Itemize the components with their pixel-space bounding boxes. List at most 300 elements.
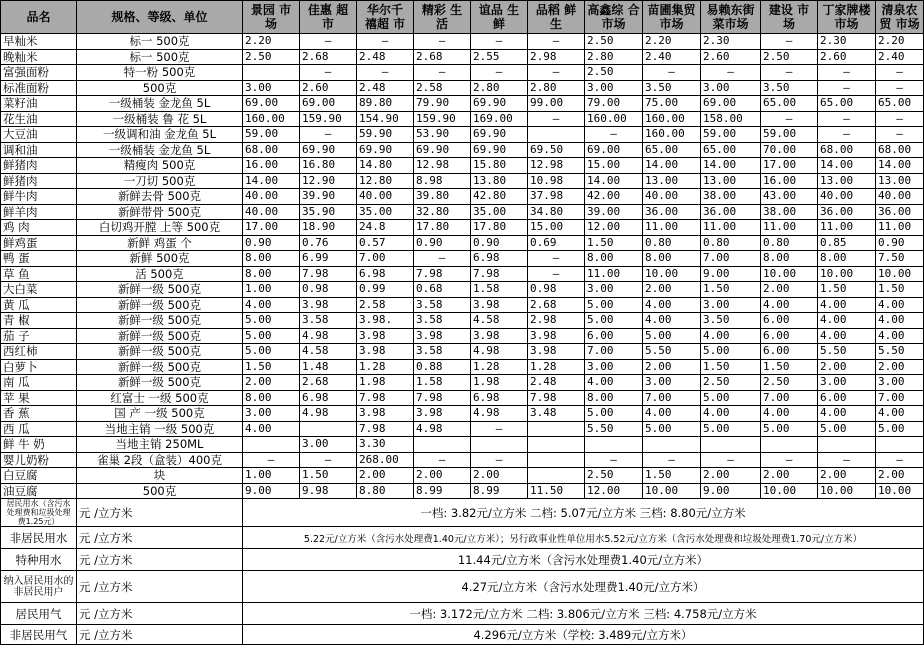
table-row: [1, 328, 924, 344]
price-cell: [243, 437, 300, 453]
item-spec: 一级调和油 金龙鱼 5L: [77, 127, 243, 143]
table-row: [1, 282, 924, 298]
utility-value: 5.22元/立方米（含污水处理费1.40元/立方米）；另行政事业性单位用水5.52元/立方米（含污水处理费和垃圾处理费1.70元/立方米）: [243, 527, 924, 549]
price-cell: [471, 437, 528, 453]
price-cell: 4.98: [300, 406, 357, 422]
header-cell: 品稻 鲜生: [528, 1, 585, 34]
price-cell: —: [414, 251, 471, 267]
price-cell: —: [818, 127, 876, 143]
item-name: 鲜羊肉: [1, 204, 77, 220]
price-cell: 3.98: [300, 297, 357, 313]
utility-name: 特种用水: [1, 549, 77, 571]
price-cell: 38.00: [761, 204, 818, 220]
price-cell: 12.98: [414, 158, 471, 174]
table-row: [1, 390, 924, 406]
price-cell: 160.00: [585, 111, 643, 127]
item-name: 花生油: [1, 111, 77, 127]
price-cell: 69.00: [585, 142, 643, 158]
price-cell: 69.90: [300, 142, 357, 158]
utility-unit: 元 /立方米: [77, 527, 243, 549]
table-row: [1, 297, 924, 313]
item-spec: 雀巢 2段（盒装）400克: [77, 452, 243, 468]
item-name: 茄 子: [1, 328, 77, 344]
utility-name: 居民用水（含污水处理费和垃圾处理费1.25元）: [1, 499, 77, 527]
price-cell: —: [818, 65, 876, 81]
price-cell: 69.00: [300, 96, 357, 112]
price-cell: 4.00: [643, 313, 701, 329]
price-cell: [528, 452, 585, 468]
item-name: 青 椒: [1, 313, 77, 329]
price-cell: 3.50: [643, 80, 701, 96]
price-cell: —: [585, 452, 643, 468]
price-cell: —: [701, 65, 761, 81]
price-cell: 39.90: [300, 189, 357, 205]
price-cell: 2.20: [876, 34, 924, 50]
price-cell: 1.50: [701, 359, 761, 375]
item-spec: 块: [77, 468, 243, 484]
price-cell: 3.50: [761, 80, 818, 96]
item-spec: 新鲜一级 500克: [77, 297, 243, 313]
price-cell: 6.00: [585, 328, 643, 344]
price-cell: 13.80: [471, 173, 528, 189]
price-cell: 3.58: [414, 297, 471, 313]
price-cell: 36.00: [818, 204, 876, 220]
price-cell: 7.50: [876, 251, 924, 267]
price-cell: 158.00: [701, 111, 761, 127]
price-cell: 0.57: [357, 235, 414, 251]
price-cell: 3.98: [357, 328, 414, 344]
price-cell: 2.20: [243, 34, 300, 50]
price-cell: 4.00: [876, 328, 924, 344]
price-cell: 17.00: [761, 158, 818, 174]
price-cell: 59.90: [357, 127, 414, 143]
price-cell: [414, 437, 471, 453]
price-cell: 15.80: [471, 158, 528, 174]
price-cell: 13.00: [876, 173, 924, 189]
utility-name: 非居民用气: [1, 625, 77, 645]
price-cell: 5.00: [243, 344, 300, 360]
price-cell: 11.00: [761, 220, 818, 236]
item-spec: 新鲜一级 500克: [77, 359, 243, 375]
table-row: [1, 34, 924, 50]
price-cell: [585, 437, 643, 453]
price-cell: 12.98: [528, 158, 585, 174]
price-cell: 3.58: [300, 313, 357, 329]
table-row: [1, 235, 924, 251]
price-cell: 8.00: [243, 390, 300, 406]
price-cell: —: [761, 111, 818, 127]
price-cell: 4.98: [300, 328, 357, 344]
price-cell: 2.50: [761, 375, 818, 391]
price-cell: 5.50: [585, 421, 643, 437]
price-cell: 0.90: [471, 235, 528, 251]
item-name: 油豆腐: [1, 483, 77, 499]
price-cell: 8.00: [243, 251, 300, 267]
price-cell: —: [528, 251, 585, 267]
price-cell: 8.98: [414, 173, 471, 189]
price-cell: 160.00: [243, 111, 300, 127]
price-cell: 7.00: [643, 390, 701, 406]
utility-value: 一档: 3.172元/立方米 二档: 3.806元/立方米 三档: 4.758元/立方米: [243, 603, 924, 625]
price-cell: 14.00: [643, 158, 701, 174]
price-cell: 1.28: [357, 359, 414, 375]
item-spec: 新鲜去骨 500克: [77, 189, 243, 205]
price-cell: [300, 421, 357, 437]
price-cell: 13.00: [818, 173, 876, 189]
price-cell: 11.50: [528, 483, 585, 499]
price-cell: 17.80: [471, 220, 528, 236]
table-row: [1, 127, 924, 143]
price-cell: 13.00: [643, 173, 701, 189]
price-cell: 0.76: [300, 235, 357, 251]
price-cell: 12.80: [357, 173, 414, 189]
price-cell: 1.50: [243, 359, 300, 375]
price-cell: 4.98: [471, 344, 528, 360]
price-cell: —: [761, 452, 818, 468]
item-name: 鸡 肉: [1, 220, 77, 236]
price-cell: 65.00: [818, 96, 876, 112]
utility-row: [1, 527, 924, 549]
item-name: 标准面粉: [1, 80, 77, 96]
price-cell: —: [528, 266, 585, 282]
price-cell: 69.90: [471, 96, 528, 112]
utility-name: 纳入居民用水的非居民用户: [1, 571, 77, 603]
table-row: [1, 313, 924, 329]
price-cell: 2.48: [357, 80, 414, 96]
price-cell: [528, 468, 585, 484]
price-cell: 3.58: [414, 313, 471, 329]
price-cell: 2.00: [414, 468, 471, 484]
item-name: 鲜 牛 奶: [1, 437, 77, 453]
price-cell: 11.00: [585, 266, 643, 282]
price-cell: 15.00: [528, 220, 585, 236]
price-cell: 5.00: [243, 313, 300, 329]
price-cell: 1.98: [471, 375, 528, 391]
item-name: 西红柿: [1, 344, 77, 360]
price-cell: 7.98: [528, 390, 585, 406]
price-cell: 70.00: [761, 142, 818, 158]
price-cell: 2.50: [585, 65, 643, 81]
utility-unit: 元 /立方米: [77, 603, 243, 625]
price-cell: 6.98: [471, 390, 528, 406]
price-cell: 3.00: [643, 375, 701, 391]
header-cell: 谊品 生鲜: [471, 1, 528, 34]
price-cell: 3.98: [414, 406, 471, 422]
price-cell: —: [414, 34, 471, 50]
price-cell: 69.90: [471, 127, 528, 143]
price-cell: 69.00: [701, 96, 761, 112]
price-cell: 6.98: [357, 266, 414, 282]
price-cell: 1.50: [643, 468, 701, 484]
price-cell: 38.00: [701, 189, 761, 205]
price-cell: 4.00: [643, 297, 701, 313]
price-cell: 69.90: [357, 142, 414, 158]
price-cell: —: [243, 452, 300, 468]
table-row: [1, 344, 924, 360]
header-cell: 丁家牌楼 市场: [818, 1, 876, 34]
price-cell: 2.58: [357, 297, 414, 313]
price-cell: 79.90: [414, 96, 471, 112]
item-name: 南 瓜: [1, 375, 77, 391]
table-row: [1, 468, 924, 484]
price-cell: 12.00: [585, 220, 643, 236]
price-cell: 5.00: [701, 390, 761, 406]
price-cell: 4.00: [243, 297, 300, 313]
price-cell: 10.00: [643, 483, 701, 499]
item-spec: 标一 500克: [77, 49, 243, 65]
item-name: 调和油: [1, 142, 77, 158]
price-cell: 2.58: [414, 80, 471, 96]
item-spec: 一级桶装 金龙鱼 5L: [77, 96, 243, 112]
price-cell: 2.20: [643, 34, 701, 50]
price-cell: 0.90: [243, 235, 300, 251]
table-row: [1, 483, 924, 499]
price-cell: 12.90: [300, 173, 357, 189]
price-cell: 16.80: [300, 158, 357, 174]
price-cell: 4.00: [761, 297, 818, 313]
price-cell: 154.90: [357, 111, 414, 127]
price-cell: 16.00: [243, 158, 300, 174]
price-cell: 2.00: [818, 468, 876, 484]
price-cell: —: [414, 452, 471, 468]
price-cell: 1.58: [471, 282, 528, 298]
price-cell: 3.98: [357, 406, 414, 422]
item-name: 黄 瓜: [1, 297, 77, 313]
price-cell: 11.00: [701, 220, 761, 236]
item-spec: 当地主销 250ML: [77, 437, 243, 453]
price-cell: 1.28: [471, 359, 528, 375]
price-cell: 2.80: [471, 80, 528, 96]
price-cell: 159.90: [300, 111, 357, 127]
price-cell: 8.99: [414, 483, 471, 499]
price-cell: 11.00: [876, 220, 924, 236]
price-cell: —: [357, 34, 414, 50]
price-cell: 79.00: [585, 96, 643, 112]
price-cell: 89.80: [357, 96, 414, 112]
price-cell: 35.00: [471, 204, 528, 220]
price-cell: 4.98: [471, 406, 528, 422]
price-cell: 5.00: [643, 421, 701, 437]
price-cell: 169.00: [471, 111, 528, 127]
utility-unit: 元 /立方米: [77, 499, 243, 527]
commodity-rows: [1, 34, 924, 499]
price-cell: 1.50: [818, 282, 876, 298]
price-cell: 1.98: [357, 375, 414, 391]
price-cell: 15.00: [585, 158, 643, 174]
item-name: 富强面粉: [1, 65, 77, 81]
header-cell: 苗圃集贸 市场: [643, 1, 701, 34]
price-cell: —: [414, 65, 471, 81]
table-row: [1, 406, 924, 422]
price-cell: 9.00: [243, 483, 300, 499]
price-cell: 3.98: [471, 297, 528, 313]
price-cell: —: [701, 452, 761, 468]
price-cell: 3.98: [528, 328, 585, 344]
price-cell: 4.00: [701, 328, 761, 344]
table-row: [1, 251, 924, 267]
price-cell: —: [643, 452, 701, 468]
price-cell: 8.00: [761, 251, 818, 267]
price-cell: 6.98: [300, 390, 357, 406]
price-cell: —: [471, 65, 528, 81]
price-cell: 8.00: [243, 266, 300, 282]
utility-row: [1, 549, 924, 571]
price-cell: 2.50: [701, 375, 761, 391]
price-cell: 1.50: [300, 468, 357, 484]
price-cell: 2.00: [761, 468, 818, 484]
price-cell: [701, 437, 761, 453]
item-name: 婴儿奶粉: [1, 452, 77, 468]
price-cell: 59.00: [243, 127, 300, 143]
utility-name: 非居民用水: [1, 527, 77, 549]
price-cell: 4.58: [471, 313, 528, 329]
price-cell: —: [471, 34, 528, 50]
price-cell: 14.00: [585, 173, 643, 189]
price-cell: 40.00: [876, 189, 924, 205]
price-cell: —: [876, 80, 924, 96]
price-cell: 10.98: [528, 173, 585, 189]
price-cell: 1.50: [761, 359, 818, 375]
price-cell: 2.30: [701, 34, 761, 50]
table-row: [1, 266, 924, 282]
price-cell: 40.00: [243, 189, 300, 205]
price-cell: 3.98: [357, 344, 414, 360]
price-cell: 18.90: [300, 220, 357, 236]
price-cell: 9.00: [701, 266, 761, 282]
price-cell: 5.00: [701, 344, 761, 360]
price-cell: 2.00: [818, 359, 876, 375]
price-cell: 10.00: [761, 266, 818, 282]
price-cell: 2.00: [471, 468, 528, 484]
price-cell: 10.00: [761, 483, 818, 499]
item-spec: 特一粉 500克: [77, 65, 243, 81]
price-cell: 2.00: [761, 282, 818, 298]
item-spec: 新鲜一级 500克: [77, 282, 243, 298]
table-row: [1, 158, 924, 174]
price-cell: 2.80: [528, 80, 585, 96]
price-cell: 2.60: [701, 49, 761, 65]
price-cell: 8.00: [585, 390, 643, 406]
price-cell: 4.00: [818, 406, 876, 422]
price-cell: 3.30: [357, 437, 414, 453]
price-cell: 2.50: [585, 468, 643, 484]
price-cell: 42.80: [471, 189, 528, 205]
price-cell: 4.00: [818, 297, 876, 313]
item-name: 白豆腐: [1, 468, 77, 484]
price-cell: 1.00: [243, 282, 300, 298]
price-cell: 9.98: [300, 483, 357, 499]
price-cell: 4.00: [701, 406, 761, 422]
table-row: [1, 220, 924, 236]
utility-unit: 元 /立方米: [77, 571, 243, 603]
price-cell: 0.68: [414, 282, 471, 298]
item-spec: 国 产 一级 500克: [77, 406, 243, 422]
item-name: 西 瓜: [1, 421, 77, 437]
price-cell: [528, 437, 585, 453]
price-cell: 5.50: [818, 344, 876, 360]
item-spec: 活 500克: [77, 266, 243, 282]
table-row: [1, 204, 924, 220]
price-cell: —: [528, 65, 585, 81]
table-row: [1, 80, 924, 96]
price-cell: 75.00: [643, 96, 701, 112]
price-cell: 4.00: [876, 313, 924, 329]
item-spec: 500克: [77, 80, 243, 96]
utility-value: 4.27元/立方米（含污水处理费1.40元/立方米）: [243, 571, 924, 603]
price-cell: 5.00: [818, 421, 876, 437]
price-cell: 10.00: [818, 483, 876, 499]
price-cell: 68.00: [243, 142, 300, 158]
price-cell: 6.00: [761, 344, 818, 360]
price-cell: 2.98: [528, 49, 585, 65]
price-cell: 3.00: [701, 80, 761, 96]
price-cell: 7.00: [357, 251, 414, 267]
price-cell: —: [876, 127, 924, 143]
table-row: [1, 375, 924, 391]
price-cell: 268.00: [357, 452, 414, 468]
price-cell: 160.00: [643, 127, 701, 143]
price-cell: 4.00: [643, 406, 701, 422]
price-cell: 5.00: [876, 421, 924, 437]
price-cell: 8.00: [818, 251, 876, 267]
price-cell: 14.00: [243, 173, 300, 189]
price-cell: 7.00: [876, 390, 924, 406]
table-row: [1, 49, 924, 65]
price-cell: 7.00: [585, 344, 643, 360]
price-cell: 2.50: [243, 49, 300, 65]
price-cell: 1.58: [414, 375, 471, 391]
price-cell: —: [300, 127, 357, 143]
price-cell: 0.88: [414, 359, 471, 375]
item-spec: 红富士 一级 500克: [77, 390, 243, 406]
price-cell: 59.00: [701, 127, 761, 143]
price-cell: 0.80: [761, 235, 818, 251]
price-cell: 7.98: [471, 266, 528, 282]
price-cell: 65.00: [643, 142, 701, 158]
header-cell: 规格、等级、单位: [77, 1, 243, 34]
price-cell: 1.50: [585, 235, 643, 251]
item-name: 晚籼米: [1, 49, 77, 65]
price-cell: 6.99: [300, 251, 357, 267]
price-cell: 14.00: [818, 158, 876, 174]
table-row: [1, 359, 924, 375]
price-cell: 16.00: [761, 173, 818, 189]
price-cell: 9.00: [701, 483, 761, 499]
price-cell: 68.00: [818, 142, 876, 158]
price-cell: 1.50: [876, 282, 924, 298]
price-cell: 6.00: [818, 390, 876, 406]
price-cell: 69.90: [414, 142, 471, 158]
price-cell: 68.00: [876, 142, 924, 158]
table-row: [1, 437, 924, 453]
price-cell: 99.00: [528, 96, 585, 112]
price-cell: —: [818, 452, 876, 468]
price-cell: 2.30: [818, 34, 876, 50]
price-cell: 5.50: [643, 344, 701, 360]
price-cell: 14.00: [876, 158, 924, 174]
header-row: [1, 1, 924, 34]
price-cell: 3.00: [243, 80, 300, 96]
price-cell: —: [876, 65, 924, 81]
price-cell: 3.00: [300, 437, 357, 453]
price-cell: 4.00: [876, 406, 924, 422]
price-cell: 2.60: [818, 49, 876, 65]
price-cell: 4.00: [761, 406, 818, 422]
header-cell: 易赖东街 菜市场: [701, 1, 761, 34]
utility-row: [1, 571, 924, 603]
price-cell: —: [528, 34, 585, 50]
price-cell: 3.98: [471, 328, 528, 344]
